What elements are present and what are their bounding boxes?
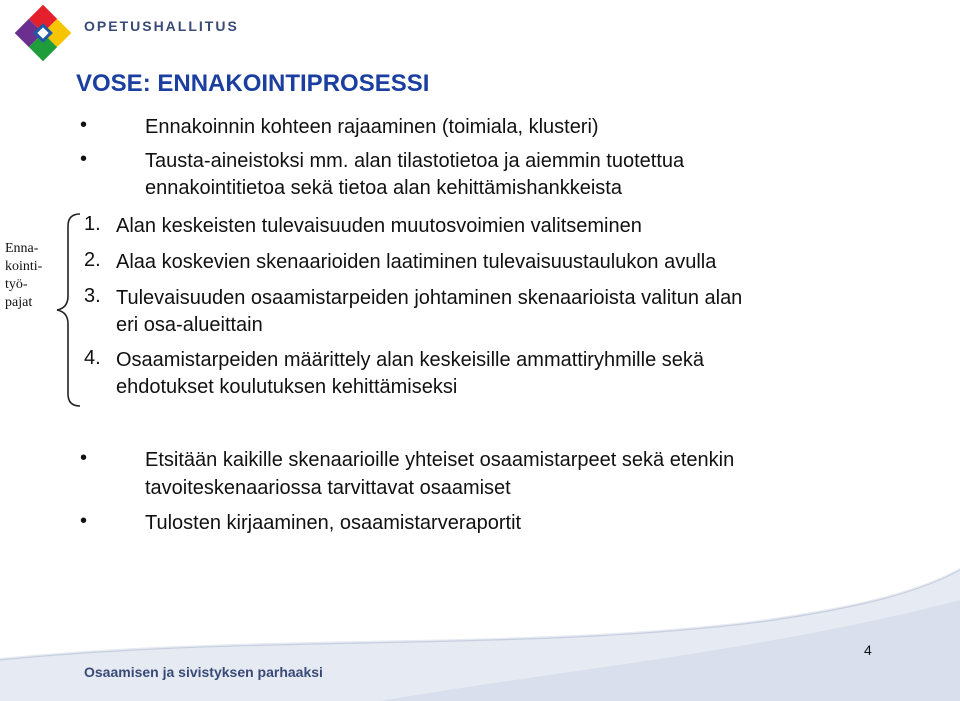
bullet-icon: • [80,114,88,136]
bullet-text-continued: tavoiteskenaariossa tarvittavat osaamiset [145,477,511,499]
step-text: Osaamistarpeiden määrittely alan keskeisille ammattiryhmille sekä [116,349,704,371]
step-text: Alan keskeisten tulevaisuuden muutosvoimien valitseminen [116,215,642,237]
page-number: 4 [864,642,872,658]
bullet-text: Tausta-aineistoksi mm. alan tilastotietoa ja aiemmin tuotettua [145,150,685,172]
curly-brace-icon [54,212,84,408]
step-number: 1. [84,213,101,235]
step-number: 4. [84,347,101,369]
step-text: Tulevaisuuden osaamistarpeiden johtaminen skenaarioista valitun alan [116,287,743,309]
bullet-icon: • [80,148,88,170]
bullet-text: Tulosten kirjaaminen, osaamistarveraportit [145,512,522,534]
bullet-text: Etsitään kaikille skenaarioille yhteiset osaamistarpeet sekä etenkin [145,449,735,471]
step-text: Alaa koskevien skenaarioiden laatiminen tulevaisuustaulukon avulla [116,251,717,273]
step-text-continued: eri osa-alueittain [116,314,263,336]
page-title: VOSE: ENNAKOINTIPROSESSI [76,70,430,97]
footer-slogan: Osaamisen ja sivistyksen parhaaksi [84,664,323,680]
bullet-icon: • [80,447,88,469]
bullet-text: Ennakoinnin kohteen rajaaminen (toimiala, klusteri) [145,116,599,138]
org-name: OPETUSHALLITUS [84,18,239,34]
bullet-icon: • [80,510,88,532]
step-number: 3. [84,285,101,307]
side-label: Enna- kointi- työ- pajat [5,241,43,310]
step-number: 2. [84,249,101,271]
step-text-continued: ehdotukset koulutuksen kehittämiseksi [116,376,458,398]
diamond-mosaic-logo-icon [14,4,72,62]
bullet-text-continued: ennakointitietoa sekä tietoa alan kehittämishankkeista [145,177,622,199]
